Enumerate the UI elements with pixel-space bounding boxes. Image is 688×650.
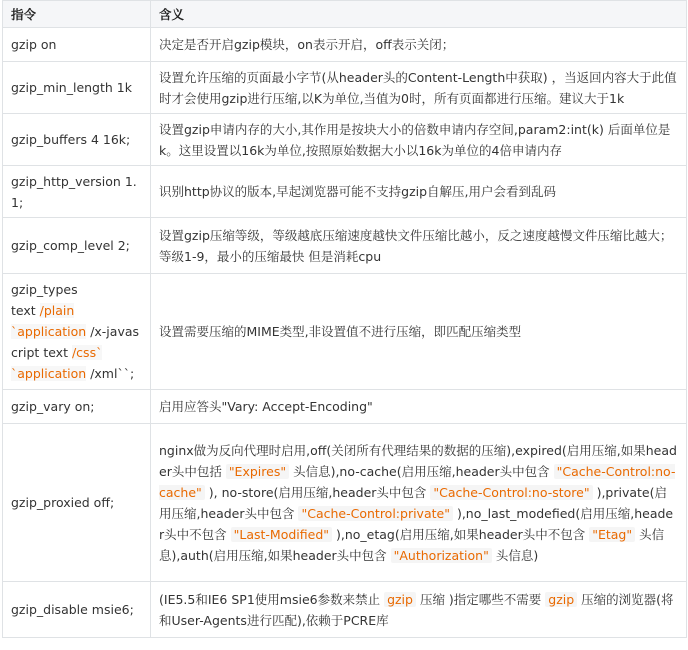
meaning-cell: 设置需要压缩的MIME类型,非设置值不进行压缩，即匹配压缩类型: [151, 274, 687, 390]
table-row: [3, 62, 687, 114]
inline-code: "Cache-Control:private": [298, 506, 452, 521]
meaning-cell: 决定是否开启gzip模块，on表示开启，off表示关闭；: [151, 28, 687, 62]
meaning-text: 压缩的浏览器(将和User-Agents进行匹配),依赖于PCRE库: [159, 591, 674, 628]
table-row: [3, 274, 687, 390]
directive-cell: gzip on: [3, 28, 151, 62]
inline-code: "Etag": [589, 527, 635, 542]
directive-cell: gzip_disable msie6;: [3, 582, 151, 638]
table-row: [3, 218, 687, 274]
header-meaning: 含义: [151, 1, 687, 28]
inline-code: gzip: [545, 592, 577, 607]
table-row: [3, 114, 687, 166]
inline-code: /css`: [71, 345, 103, 360]
directive-cell: gzip_proxied off;: [3, 424, 151, 582]
meaning-text: nginx做为反向代理时启用,off(关闭所有代理结果的数据的压缩),expired(启用压缩,如果header头中包括: [159, 442, 677, 479]
directive-cell: gzip_min_length 1k: [3, 62, 151, 114]
meaning-text: ),no_etag(启用压缩,如果header头中不包含: [332, 526, 590, 542]
meaning-cell: 启用应答头"Vary: Accept-Encoding": [151, 390, 687, 424]
inline-code: `application: [11, 366, 87, 381]
meaning-text: 头信息): [491, 547, 539, 563]
meaning-cell: 设置gzip压缩等级，等级越底压缩速度越快文件压缩比越小，反之速度越慢文件压缩比越大；等级1-9，最小的压缩最快 但是消耗cpu: [151, 218, 687, 274]
inline-code: "Cache-Control:no-store": [430, 485, 592, 500]
inline-code: /plain: [39, 303, 75, 318]
meaning-text: 头信息),auth(启用压缩,如果header头中包含: [159, 526, 665, 563]
header-directive: 指令: [3, 1, 151, 28]
table-header-row: [3, 1, 687, 28]
meaning-text: (IE5.5和IE6 SP1使用msie6参数来禁止: [159, 591, 385, 607]
meaning-text: ),no_last_modefied(启用压缩,header头中不包含: [159, 505, 674, 542]
meaning-cell: 设置gzip申请内存的大小,其作用是按块大小的倍数申请内存空间,param2:int(k) 后面单位是k。这里设置以16k为单位,按照原始数据大小以16k为单位的4倍申请内存: [151, 114, 687, 166]
directive-text: gzip_types: [11, 282, 78, 297]
inline-code: `application: [11, 324, 87, 339]
meaning-text: ), no-store(启用压缩,header头中包含: [204, 484, 431, 500]
directive-cell: gzip_http_version 1.1;: [3, 166, 151, 218]
inline-code: gzip: [384, 592, 416, 607]
table-row: [3, 582, 687, 638]
directive-cell: gzip_buffers 4 16k;: [3, 114, 151, 166]
meaning-cell: 识别http协议的版本,早起浏览器可能不支持gzip自解压,用户会看到乱码: [151, 166, 687, 218]
meaning-cell: [151, 582, 687, 638]
inline-code: "Authorization": [391, 548, 492, 563]
directive-text: /xml``;: [90, 366, 135, 381]
directive-cell: gzip_vary on;: [3, 390, 151, 424]
inline-code: "Expires": [226, 464, 289, 479]
directive-cell: [3, 274, 151, 390]
meaning-cell: [151, 424, 687, 582]
nginx-gzip-directive-table: [2, 0, 687, 638]
directive-cell: gzip_comp_level 2;: [3, 218, 151, 274]
inline-code: "Cache-Control:no-cache": [159, 463, 676, 500]
table-row: [3, 166, 687, 218]
table-row: [3, 424, 687, 582]
meaning-text: 头信息),no-cache(启用压缩,header头中包含: [289, 463, 554, 479]
table-row: [3, 390, 687, 424]
directive-text: /x-javascript: [11, 324, 140, 360]
meaning-text: 压缩 )指定哪些不需要: [415, 591, 546, 607]
directive-text: text: [43, 345, 68, 360]
meaning-text: ),private(启用压缩,header头中包含: [159, 484, 667, 521]
meaning-cell: 设置允许压缩的页面最小字节(从header头的Content-Length中获取) ，当返回内容大于此值时才会使用gzip进行压缩,以K为单位,当值为0时，所有页面都进行压缩。建议大于1k: [151, 62, 687, 114]
inline-code: "Last-Modified": [231, 527, 332, 542]
table-row: [3, 28, 687, 62]
directive-text: text: [11, 303, 36, 318]
